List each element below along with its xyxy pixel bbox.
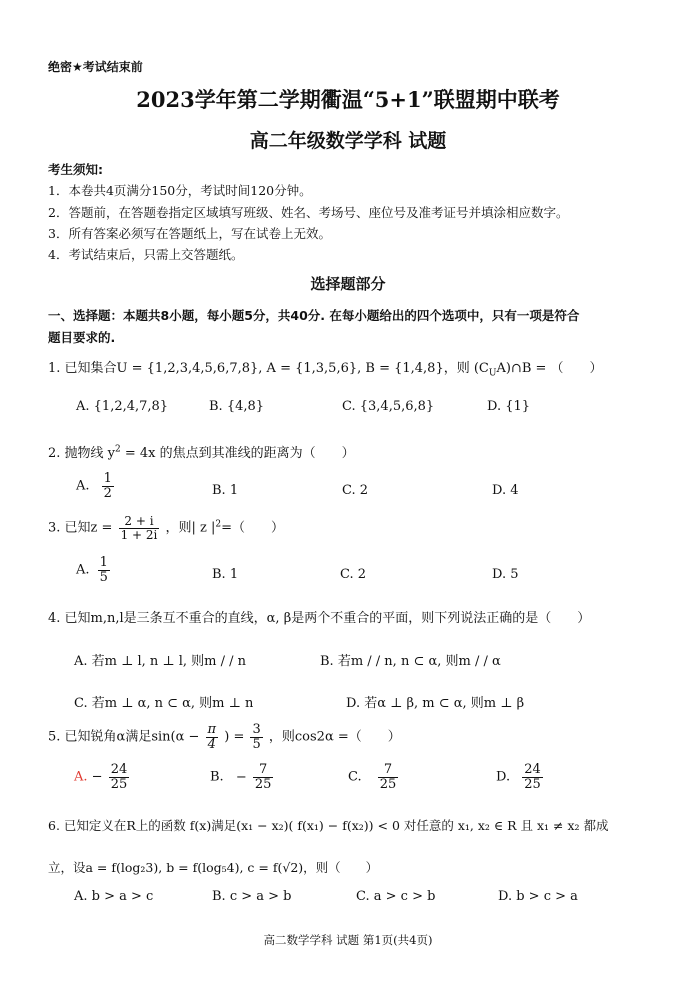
q5-option-d: D. $\frac{24}{25}$ [496,762,541,792]
q4-option-b: B. 若m / / n, n ⊂ α, 则m / / α [320,654,501,669]
q5-option-b: B. − $\frac{7}{25}$ [210,762,272,792]
q4-option-c: C. 若m ⊥ α, n ⊂ α, 则m ⊥ n [74,696,254,711]
q3-option-d: D. 5 [492,567,519,582]
q1-option-d: D. {1} [487,399,531,414]
q4-option-d: D. 若α ⊥ β, m ⊂ α, 则m ⊥ β [346,696,525,711]
q5-option-a: A. − $\frac{24}{25}$ [74,762,128,792]
q3-option-c: C. 2 [340,567,367,582]
q1-option-c: C. {3,4,5,6,8} [342,399,435,414]
q6-option-b: B. c > a > b [212,889,292,904]
question-6-stem: 6. 已知定义在R上的函数 f(x)满足(x₁ − x₂)( f(x₁) − f(x₂)) < 0 对任意的 x₁, x₂ ∈ R 且 x₁ ≠ x₂ 都成 [48,818,609,833]
question-5-stem: 5. 已知锐角α满足sin(α − $\frac{\pi}{4}$ ) = $\frac{3}{5}$ ，则cos2α =（ ） [48,722,401,752]
question-6-stem-cont: 立，设a = f(log₂3), b = f(log₅4), c = f(√2)，则（ ） [48,860,379,875]
notice-item: 4．考试结束后，只需上交答题纸。 [48,247,244,262]
section-title: 选择题部分 [310,275,386,293]
q3-option-b: B. 1 [212,567,239,582]
notice-heading: 考生须知: [48,162,103,177]
page-footer: 高二数学学科 试题 第1页(共4页) [263,933,433,947]
q1-option-b: B. {4,8} [209,399,265,414]
confidential-mark: 绝密★考试结束前 [48,60,143,74]
section-instruction-cont: 题目要求的. [48,330,116,345]
q5-option-c: C. $\frac{7}{25}$ [348,762,397,792]
question-3-stem: 3. 已知z = $\frac{2 + i}{1 + 2i}$ ，则| z $|^2=$（ ） [48,514,285,542]
notice-item: 2．答题前，在答题卷指定区域填写班级、姓名、考场号、座位号及准考证号并填涂相应数字。 [48,205,569,220]
q6-option-c: C. a > c > b [356,889,436,904]
q6-option-a: A. b > a > c [74,889,154,904]
q2-option-d: D. 4 [492,483,519,498]
question-4-stem: 4. 已知m,n,l是三条互不重合的直线，α, β是两个不重合的平面，则下列说法正确的是（ ） [48,611,591,626]
q3-option-a: A. $\frac{1}{5}$ [76,555,108,585]
q1-option-a: A. {1,2,4,7,8} [76,399,169,414]
notice-item: 1．本卷共4页满分150分，考试时间120分钟。 [48,183,312,198]
question-2-stem: 2. 抛物线 $y^2 = 4x$ 的焦点到其准线的距离为（ ） [48,444,355,461]
exam-title: 2023学年第二学期衢温“5+1”联盟期中联考 [136,87,560,112]
notice-item: 3．所有答案必须写在答题纸上，写在试卷上无效。 [48,226,331,241]
q4-option-a: A. 若m ⊥ l, n ⊥ l, 则m / / n [74,654,247,669]
q2-option-b: B. 1 [212,483,239,498]
q2-option-c: C. 2 [342,483,369,498]
q2-option-a: A. $\frac{1}{2}$ [76,471,112,501]
q6-option-d: D. b > c > a [498,889,578,904]
section-instruction: 一、选择题：本题共8小题，每小题5分，共40分. 在每小题给出的四个选项中，只有一项是符合 [48,308,580,323]
question-1-stem: 1. 已知集合U = {1,2,3,4,5,6,7,8}, A = {1,3,5,6}, B = {1,4,8}，则 $(C_UA)\cap B$ = （ ） [48,361,603,379]
exam-subtitle: 高二年级数学学科 试题 [249,130,447,152]
